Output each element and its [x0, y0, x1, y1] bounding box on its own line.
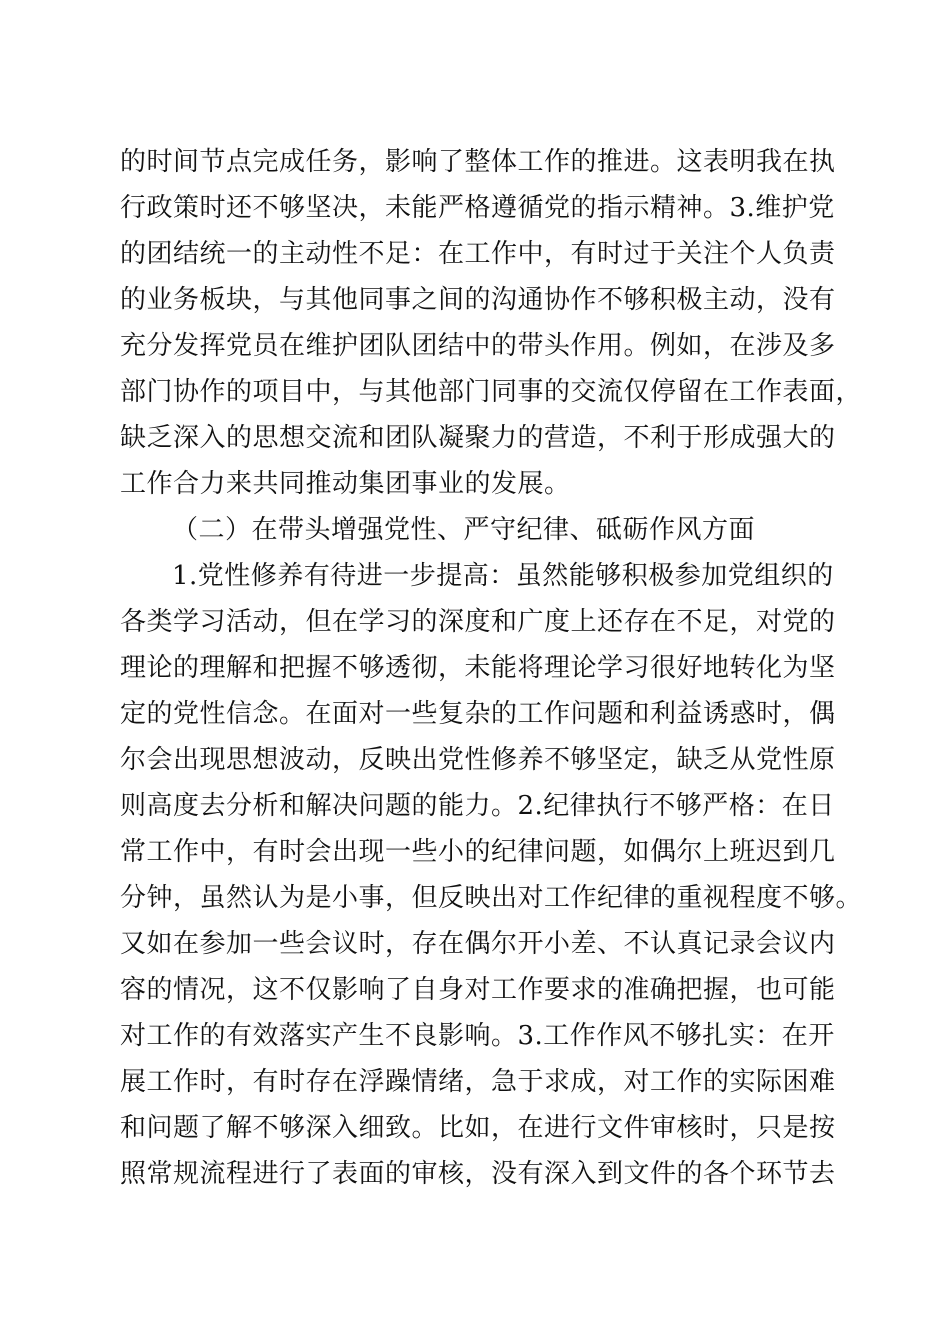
- paragraph-line: 常工作中，有时会出现一些小的纪律问题，如偶尔上班迟到几: [120, 837, 836, 867]
- paragraph-line: 照常规流程进行了表面的审核，没有深入到文件的各个环节去: [120, 1159, 836, 1189]
- paragraph-line: 的时间节点完成任务，影响了整体工作的推进。这表明我在执: [120, 147, 836, 177]
- paragraph-line: 和问题了解不够深入细致。比如，在进行文件审核时，只是按: [120, 1113, 836, 1143]
- paragraph-line: 工作合力来共同推动集团事业的发展。: [120, 469, 571, 499]
- paragraph-line: 各类学习活动，但在学习的深度和广度上还存在不足，对党的: [120, 607, 836, 637]
- paragraph-line: 尔会出现思想波动，反映出党性修养不够坚定，缺乏从党性原: [120, 745, 836, 775]
- paragraph-line: 1.党性修养有待进一步提高：虽然能够积极参加党组织的: [172, 561, 834, 591]
- paragraph-line: 缺乏深入的思想交流和团队凝聚力的营造，不利于形成强大的: [120, 423, 836, 453]
- paragraph-line: 定的党性信念。在面对一些复杂的工作问题和利益诱惑时，偶: [120, 699, 836, 729]
- paragraph-line: 展工作时，有时存在浮躁情绪，急于求成，对工作的实际困难: [120, 1067, 836, 1097]
- paragraph-line: 又如在参加一些会议时，存在偶尔开小差、不认真记录会议内: [120, 929, 836, 959]
- paragraph-line: 则高度去分析和解决问题的能力。2.纪律执行不够严格：在日: [120, 791, 835, 821]
- paragraph-line: 容的情况，这不仅影响了自身对工作要求的准确把握，也可能: [120, 975, 836, 1005]
- paragraph-line: 的团结统一的主动性不足：在工作中，有时过于关注个人负责: [120, 239, 836, 269]
- section-heading: （二）在带头增强党性、严守纪律、砥砺作风方面: [172, 515, 756, 545]
- paragraph-line: 对工作的有效落实产生不良影响。3.工作作风不够扎实：在开: [120, 1021, 835, 1051]
- paragraph-line: 行政策时还不够坚决，未能严格遵循党的指示精神。3.维护党: [120, 193, 835, 223]
- paragraph-line: 分钟，虽然认为是小事，但反映出对工作纪律的重视程度不够。: [120, 883, 863, 913]
- paragraph-line: 的业务板块，与其他同事之间的沟通协作不够积极主动，没有: [120, 285, 836, 315]
- paragraph-line: 充分发挥党员在维护团队团结中的带头作用。例如，在涉及多: [120, 331, 836, 361]
- paragraph-line: 理论的理解和把握不够透彻，未能将理论学习很好地转化为坚: [120, 653, 836, 683]
- paragraph-line: 部门协作的项目中，与其他部门同事的交流仅停留在工作表面，: [120, 377, 863, 407]
